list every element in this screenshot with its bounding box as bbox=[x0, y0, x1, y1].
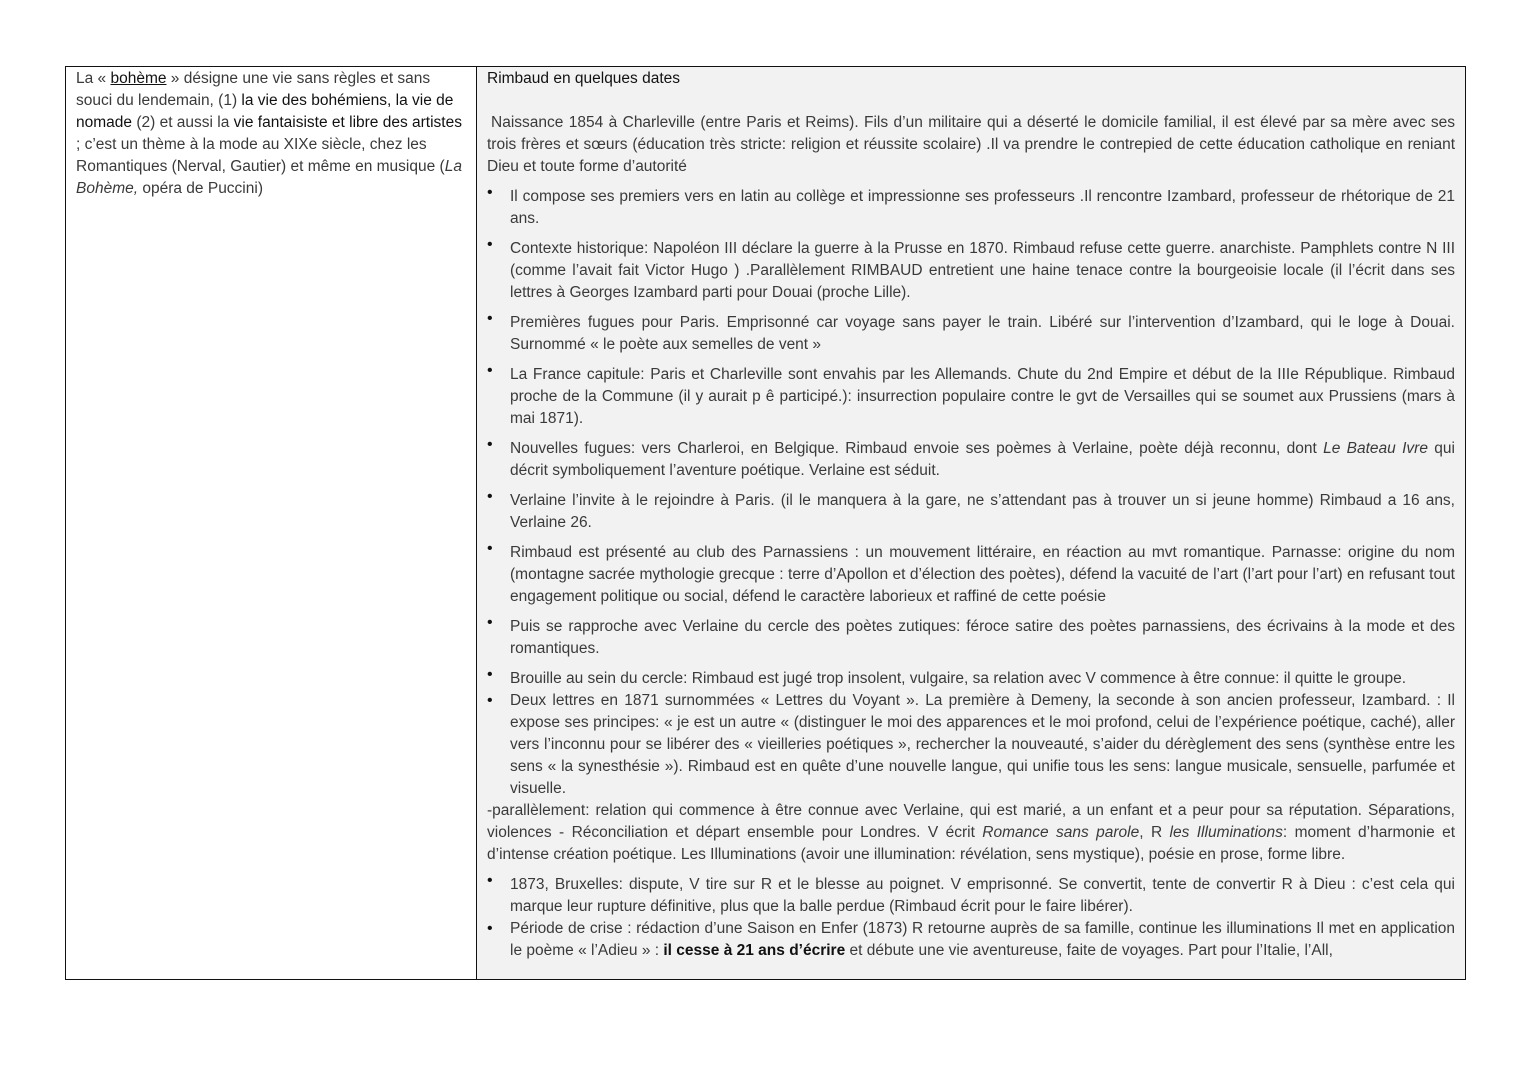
event-text: Nouvelles fugues: vers Charleroi, en Belgique. Rimbaud envoie ses poèmes à Verlaine, poète déjà reconnu, dont bbox=[510, 440, 1324, 457]
event-text: La France capitule: Paris et Charleville sont envahis par les Allemands. Chute du 2nd Empire et début de la IIIe République. Rimbaud proche de la Commune (il y aurait p ê participé.): insurrection populaire contre le gvt de Versailles qui se soumet aux Prussiens (mars à mai 1871). bbox=[510, 366, 1455, 427]
highlight-stops-writing: il cesse à 21 ans d’écrire bbox=[663, 942, 846, 959]
document-table bbox=[65, 66, 1466, 980]
event-text: qui décrit symboliquement l’aventure poétique. Verlaine est séduit. bbox=[510, 440, 1455, 479]
highlight-nomad: la vie des bohémiens, la vie de nomade bbox=[76, 92, 454, 131]
intro-paragraph: Naissance 1854 à Charleville (entre Paris et Reims). Fils d’un militaire qui a déserté le domicile familial, il est élevé par sa mère avec ses trois frères et sœurs (éducation très stricte: religion et réussite scolaire) .Il va prendre le contrepied de cette éducation catholique en reniant Dieu et toute forme d’autorité bbox=[487, 114, 1455, 175]
list-item bbox=[487, 186, 1455, 230]
list-item bbox=[487, 238, 1455, 304]
list-item bbox=[487, 312, 1455, 356]
list-item bbox=[487, 874, 1455, 918]
event-text: Premières fugues pour Paris. Emprisonné car voyage sans payer le train. Libéré sur l’intervention d’Izambard, qui le loge à Douai. Surnommé « le poète aux semelles de vent » bbox=[510, 314, 1455, 353]
bullet-icon: • bbox=[487, 666, 493, 683]
list-item bbox=[487, 364, 1455, 430]
boheme-term: bohème bbox=[110, 70, 167, 87]
list-item bbox=[487, 690, 1455, 800]
text-run: » désigne une vie sans règles et sans souci du lendemain, (1) bbox=[76, 70, 431, 109]
list-item bbox=[487, 616, 1455, 660]
work-title: les Illuminations bbox=[1169, 824, 1283, 841]
event-text: Verlaine l’invite à le rejoindre à Paris. (il le manquera à la gare, ne s’attendant pas à trouver un si jeune homme) Rimbaud a 16 ans, Verlaine 26. bbox=[510, 492, 1455, 531]
event-text: et débute une vie aventureuse, faite de voyages. Part pour l’Italie, l’All, bbox=[845, 942, 1333, 959]
event-text: Brouille au sein du cercle: Rimbaud est jugé trop insolent, vulgaire, sa relation avec V commence à être connue: il quitte le groupe. bbox=[510, 670, 1407, 687]
timeline-cell bbox=[477, 67, 1465, 979]
opera-title: La Bohème, bbox=[76, 158, 462, 197]
parallel-paragraph bbox=[487, 800, 1455, 866]
highlight-artists: vie fantaisiste et libre des artistes bbox=[233, 114, 462, 131]
list-item bbox=[487, 438, 1455, 482]
bullet-icon: • bbox=[487, 184, 493, 201]
bullet-icon: • bbox=[487, 362, 493, 379]
definition-cell bbox=[66, 67, 477, 979]
bullet-icon: • bbox=[487, 236, 493, 253]
bullet-icon: • bbox=[487, 436, 493, 453]
poem-title: Le Bateau Ivre bbox=[1323, 440, 1428, 457]
event-list-late bbox=[487, 874, 1455, 962]
list-item bbox=[487, 918, 1455, 962]
event-text: Puis se rapproche avec Verlaine du cercle des poètes zutiques: féroce satire des poètes parnassiens, des écrivains à la mode et des romantiques. bbox=[510, 618, 1455, 657]
list-item bbox=[487, 542, 1455, 608]
bullet-icon: • bbox=[487, 614, 493, 631]
work-title: Romance sans parole bbox=[982, 824, 1140, 841]
bullet-icon: • bbox=[487, 488, 493, 505]
event-text: Il compose ses premiers vers en latin au collège et impressionne ses professeurs .Il rencontre Izambard, professeur de rhétorique de 21 ans. bbox=[510, 188, 1455, 227]
text-run: opéra de Puccini) bbox=[138, 180, 263, 197]
text-run: La « bbox=[76, 70, 111, 87]
text-run: ; c’est un thème à la mode au XIXe siècle, chez les Romantiques (Nerval, Gautier) et même en musique ( bbox=[76, 136, 445, 175]
list-item bbox=[487, 668, 1455, 690]
event-text: Deux lettres en 1871 surnommées « Lettres du Voyant ». La première à Demeny, la seconde à son ancien professeur, Izambard. : Il expose ses principes: « je est un autre « (distinguer le moi des apparences et le moi profond, celui de l’expérience poétique, caché), aller vers l’inconnu pour se libérer des « vieilleries poétiques », rechercher la nouveauté, s’aider du dérèglement des sens (synthèse entre les sens « la synesthésie »). Rimbaud est en quête d’une nouvelle langue, qui unifie tous les sens: langue musicale, sensuelle, parfumée et visuelle. bbox=[510, 692, 1455, 797]
event-text: Contexte historique: Napoléon III déclare la guerre à la Prusse en 1870. Rimbaud refuse cette guerre. anarchiste. Pamphlets contre N III (comme l’avait fait Victor Hugo ) .Parallèlement RIMBAUD entretient une haine tenace contre la bourgeoisie locale (il l’écrit dans ses lettres à Georges Izambard parti pour Douai (proche Lille). bbox=[510, 240, 1455, 301]
event-text: Rimbaud est présenté au club des Parnassiens : un mouvement littéraire, en réaction au mvt romantique. Parnasse: origine du nom (montagne sacrée mythologie grecque : terre d’Apollon et d’élection des poètes), défend la vacuité de l’art (l’art pour l’art) en refusant tout engagement politique ou social, défend le caractère laborieux et raffiné de cette poésie bbox=[510, 544, 1455, 605]
text-run: , R bbox=[1139, 824, 1170, 841]
text-run: (2) et aussi la bbox=[132, 114, 234, 131]
boheme-definition bbox=[76, 68, 468, 200]
timeline-title: Rimbaud en quelques dates bbox=[487, 70, 681, 87]
bullet-icon: • bbox=[487, 920, 493, 937]
bullet-icon: • bbox=[487, 692, 493, 709]
bullet-icon: • bbox=[487, 540, 493, 557]
text-run: -parallèlement: relation qui commence à être connue avec Verlaine, qui est marié, a un enfant et a peur pour sa réputation. Séparations, violences - Réconciliation et départ ensemble pour Londres. V écrit bbox=[487, 802, 1455, 841]
list-item bbox=[487, 490, 1455, 534]
event-text: 1873, Bruxelles: dispute, V tire sur R et le blesse au poignet. V emprisonné. Se convertit, tente de convertir R à Dieu : c’est cela qui marque leur rupture définitive, plus que la balle perdue (Rimbaud écrit pour le faire libérer). bbox=[510, 876, 1455, 915]
text-run: : moment d’harmonie et d’intense création poétique. Les Illuminations (avoir une illumination: révélation, sens mystique), poésie en prose, forme libre. bbox=[487, 824, 1456, 863]
bullet-icon: • bbox=[487, 872, 493, 889]
event-list bbox=[487, 186, 1455, 800]
event-text: Période de crise : rédaction d’une Saison en Enfer (1873) R retourne auprès de sa famille, continue les illuminations Il met en application le poème « l’Adieu » : bbox=[510, 920, 1455, 959]
bullet-icon: • bbox=[487, 310, 493, 327]
